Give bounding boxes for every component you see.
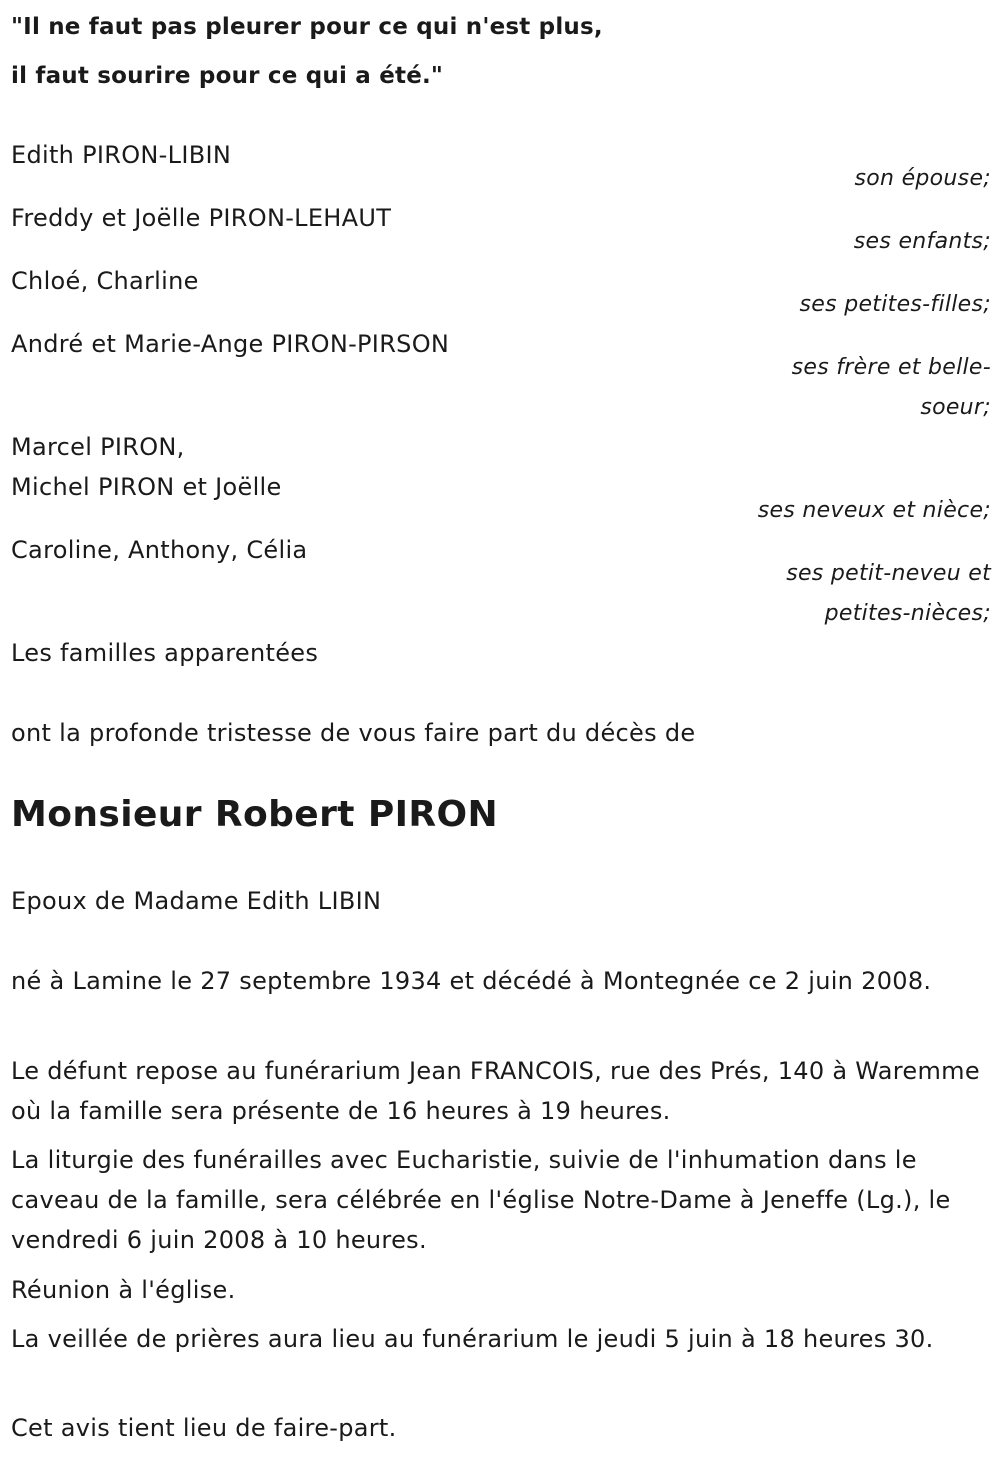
related-families: Les familles apparentées bbox=[11, 639, 319, 667]
liturgy-paragraph: La liturgie des funérailles avec Eucharistie, suivie de l'inhumation dans le caveau de la famille, sera célébrée en l'église Notre-Dame à Jeneffe (Lg.), le vendredi 6 juin 2008 à 10 heures. bbox=[11, 1146, 951, 1254]
quote-line-2: il faut sourire pour ce qui a été." bbox=[11, 63, 444, 89]
family-names-siblings: André et Marie-Ange PIRON-PIRSON bbox=[11, 330, 450, 358]
closing-paragraph: Cet avis tient lieu de faire-part. bbox=[11, 1414, 397, 1442]
family-role-grandnephews-line-1: ses petit-neveu et bbox=[786, 561, 991, 586]
family-role-siblings-line-2: soeur; bbox=[920, 395, 991, 420]
family-role-nephews: ses neveux et nièce; bbox=[757, 498, 991, 523]
church-meeting-paragraph: Réunion à l'église. bbox=[11, 1276, 236, 1304]
prayer-vigil-paragraph: La veillée de prières aura lieu au funérarium le jeudi 5 juin à 18 heures 30. bbox=[11, 1325, 934, 1353]
birth-death-paragraph: né à Lamine le 27 septembre 1934 et décédé à Montegnée ce 2 juin 2008. bbox=[11, 967, 932, 995]
deceased-name: Monsieur Robert PIRON bbox=[11, 794, 499, 835]
spouse-line: Epoux de Madame Edith LIBIN bbox=[11, 887, 382, 915]
quote-line-1: "Il ne faut pas pleurer pour ce qui n'est plus, bbox=[11, 14, 603, 40]
family-role-spouse: son épouse; bbox=[854, 166, 991, 191]
family-names-nephews-line-1: Marcel PIRON, bbox=[11, 433, 185, 461]
family-role-granddaughters: ses petites-filles; bbox=[799, 292, 991, 317]
family-names-grandnephews: Caroline, Anthony, Célia bbox=[11, 536, 308, 564]
family-names-children: Freddy et Joëlle PIRON-LEHAUT bbox=[11, 204, 392, 232]
family-names-spouse: Edith PIRON-LIBIN bbox=[11, 141, 232, 169]
announcement-text: ont la profonde tristesse de vous faire part du décès de bbox=[11, 719, 696, 747]
family-role-siblings-line-1: ses frère et belle- bbox=[791, 355, 991, 380]
funeral-home-paragraph: Le défunt repose au funérarium Jean FRANCOIS, rue des Prés, 140 à Waremme où la famille sera présente de 16 heures à 19 heures. bbox=[11, 1057, 980, 1125]
family-role-children: ses enfants; bbox=[853, 229, 991, 254]
family-names-nephews-line-2: Michel PIRON et Joëlle bbox=[11, 473, 282, 501]
family-role-grandnephews-line-2: petites-nièces; bbox=[824, 601, 991, 626]
family-names-granddaughters: Chloé, Charline bbox=[11, 267, 199, 295]
